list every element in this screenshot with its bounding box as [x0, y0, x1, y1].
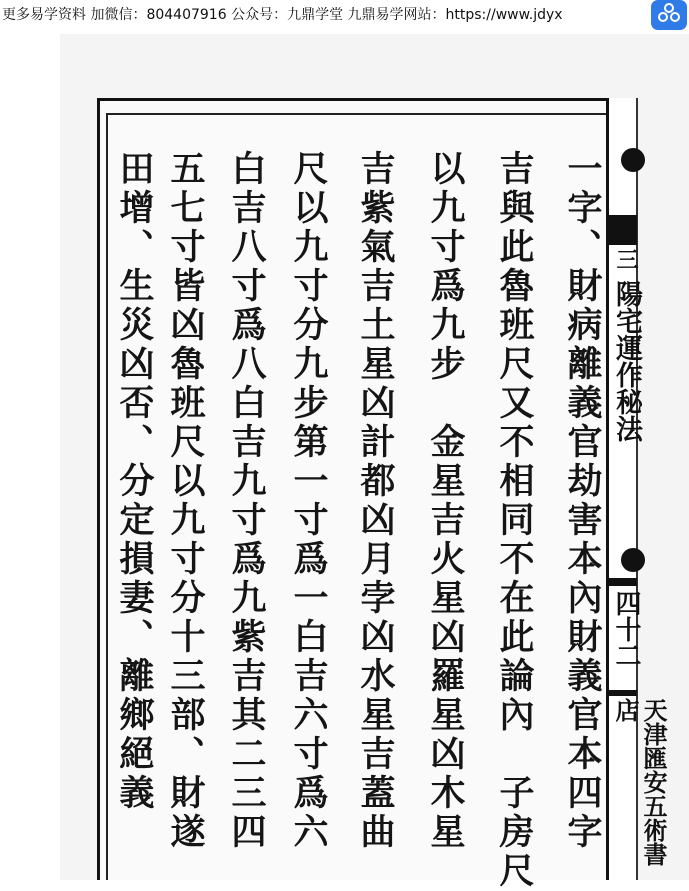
book-title: 陽宅運作秘法	[611, 280, 642, 442]
title-band	[609, 215, 637, 245]
page-number: 四十二	[611, 590, 641, 668]
text-column-1: 一字、財病離義官劫害本內財義官本四字	[562, 150, 603, 852]
title-marker: 三	[613, 248, 639, 270]
frame-rule-top	[106, 113, 612, 115]
circle-ornament-top	[621, 148, 645, 172]
text-column-3: 以九寸爲九步 金星吉火星凶羅星凶木星	[425, 150, 466, 852]
publisher-name: 天津匯安五術書店	[611, 698, 668, 866]
text-column-2: 吉與此魯班尺又不相同不在此論內 子房尺	[494, 150, 535, 891]
text-column-6: 白吉八寸爲八白吉九寸爲九紫吉其二三四	[226, 150, 267, 852]
frame-rule-left	[106, 113, 108, 880]
watermark-banner	[0, 0, 689, 30]
circle-ornament-middle	[621, 548, 645, 572]
text-column-4: 吉紫氣吉土星凶計都凶月孛凶水星吉蓋曲	[355, 150, 396, 852]
banner-text: 更多易学资料 加微信：804407916 公众号：九鼎学堂 九鼎易学网站：https://www.jdyx	[2, 7, 563, 23]
publisher-band	[609, 690, 637, 696]
text-column-7: 五七寸皆凶魯班尺以九寸分十三部、財遂	[165, 150, 206, 852]
page-num-band	[609, 578, 637, 586]
text-column-8: 田增、生災凶否、分定損妻、離鄉絕義	[114, 150, 155, 813]
share-button[interactable]	[651, 0, 687, 30]
share-icon	[658, 3, 680, 27]
text-column-5: 尺以九寸分九步第一寸爲一白吉六寸爲六	[288, 150, 329, 852]
